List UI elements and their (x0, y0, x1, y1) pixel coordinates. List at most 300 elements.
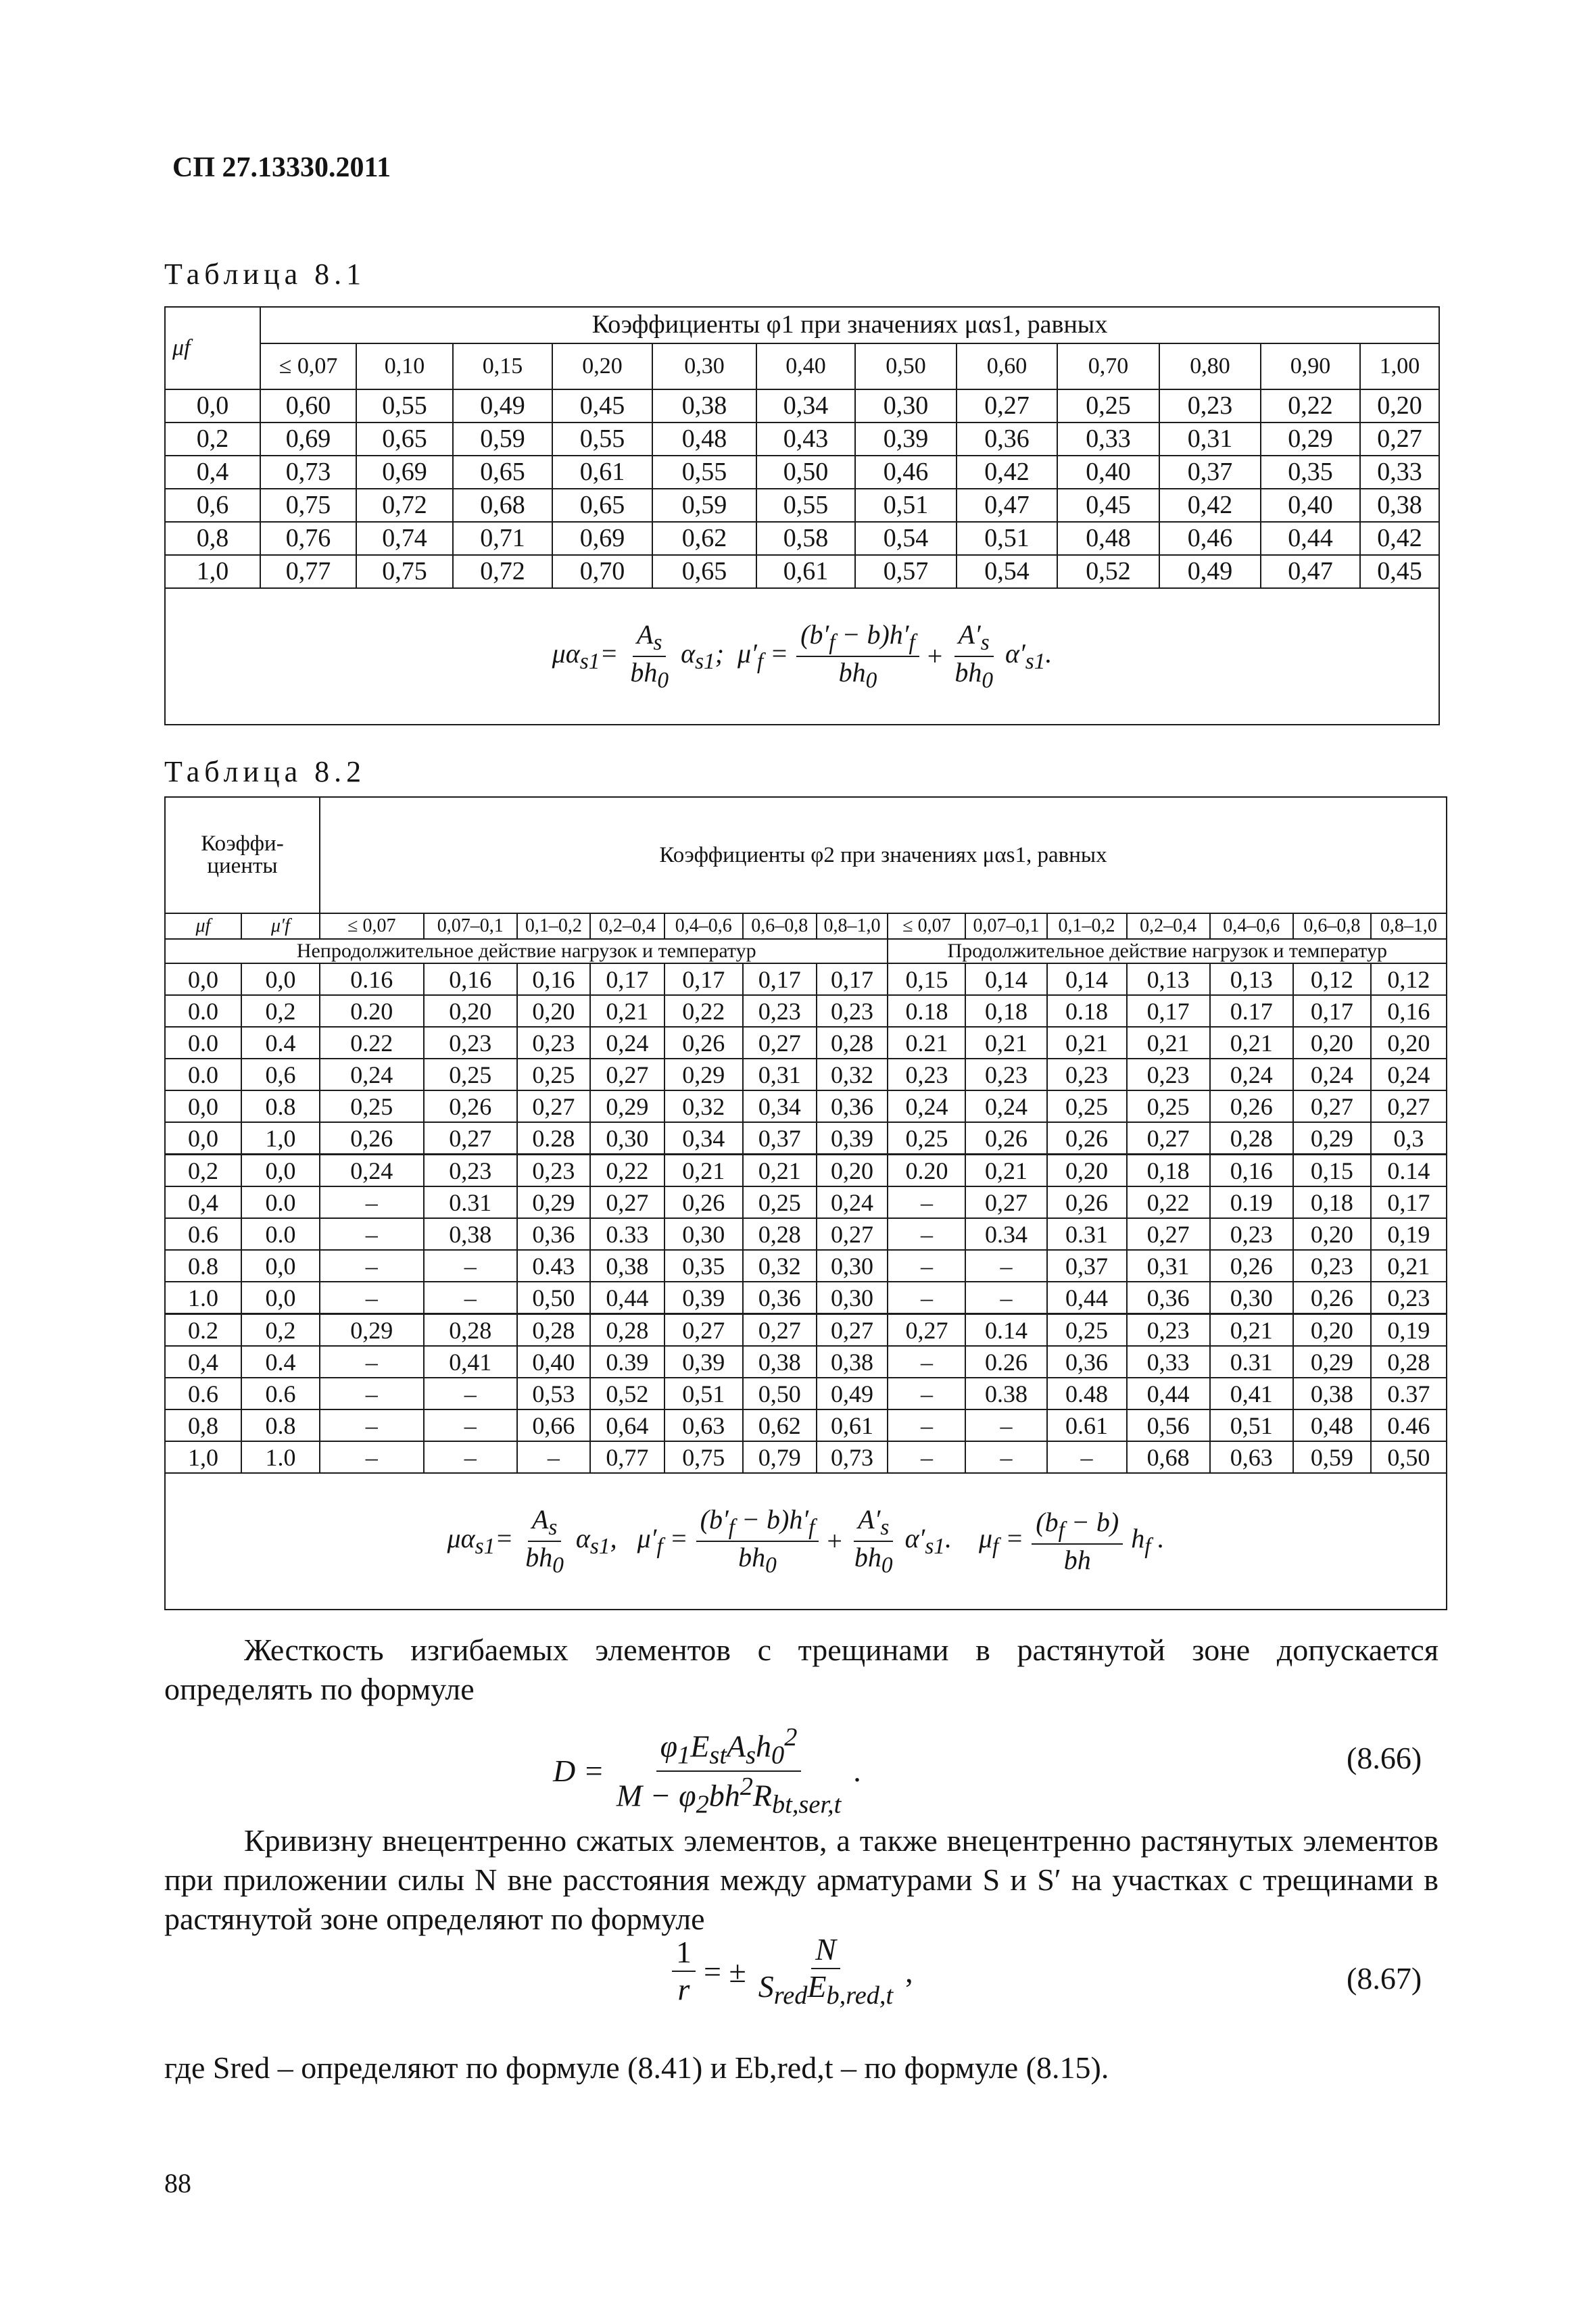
table-cell: 0,49 (453, 389, 552, 423)
table-cell: 0.37 (1371, 1378, 1447, 1409)
row-label-muf: 1,0 (165, 1441, 241, 1473)
table-cell: 0,20 (1293, 1314, 1371, 1347)
table-cell: 0,36 (1047, 1346, 1127, 1378)
table-cell: 0,75 (664, 1441, 743, 1473)
table-cell: 0.39 (590, 1346, 664, 1378)
table-8-2-col-header: 0,8–1,0 (1371, 913, 1447, 939)
table-cell: 0,27 (743, 1314, 817, 1347)
table-cell: 0.33 (590, 1218, 664, 1250)
table-cell: 0,16 (517, 963, 590, 995)
table-cell: 0,45 (552, 389, 652, 423)
table-8-2-col-header: 0,2–0,4 (1127, 913, 1210, 939)
table-cell: 0,25 (320, 1090, 424, 1122)
table-cell: 0,16 (424, 963, 517, 995)
table-cell: 0,37 (1047, 1250, 1127, 1282)
table-cell: 0,32 (817, 1059, 888, 1090)
table-cell: 0,24 (320, 1059, 424, 1090)
table-row (165, 423, 1439, 456)
table-cell: 0,43 (756, 423, 855, 456)
table-cell: 0,33 (1360, 456, 1439, 489)
table-cell: 0,23 (888, 1059, 965, 1090)
table-cell: 0,27 (517, 1090, 590, 1122)
table-cell: 0,20 (1371, 1027, 1447, 1059)
table-cell: 0,21 (1210, 1027, 1293, 1059)
table-cell: 0,38 (1360, 489, 1439, 522)
row-label-muf-prime: 0,0 (241, 963, 320, 995)
table-row (165, 1314, 1447, 1347)
table-8-2-group-title: Коэффициенты φ2 при значениях μαs1, равных (320, 797, 1447, 913)
table-8-1-col-header: 0,30 (652, 343, 756, 389)
table-8-1-group-title: Коэффициенты φ1 при значениях μαs1, равных (260, 307, 1439, 343)
table-cell: 0,79 (743, 1441, 817, 1473)
row-label-muf: 0,8 (165, 1409, 241, 1441)
table-cell: 0,46 (1159, 522, 1261, 555)
table-cell: 0,22 (664, 995, 743, 1027)
table-cell: 0,65 (453, 456, 552, 489)
table-8-1-col-header: ≤ 0,07 (260, 343, 356, 389)
table-cell: 0,49 (1159, 555, 1261, 588)
table-cell: 0,57 (855, 555, 957, 588)
row-label-muf-prime: 0,6 (241, 1059, 320, 1090)
table-cell: 0,51 (957, 522, 1057, 555)
table-cell: 0,60 (260, 389, 356, 423)
table-8-1-col-header: 0,70 (1057, 343, 1159, 389)
table-cell: 0.26 (965, 1346, 1046, 1378)
table-cell: 0,20 (1293, 1027, 1371, 1059)
table-8-1-col-header: 0,90 (1261, 343, 1360, 389)
table-cell: 0,46 (855, 456, 957, 489)
table-cell: – (424, 1441, 517, 1473)
table-cell: 0,34 (743, 1090, 817, 1122)
table-cell: 0,29 (1261, 423, 1360, 456)
table-cell: 0,15 (888, 963, 965, 995)
table-cell: 0,20 (817, 1155, 888, 1187)
table-cell: 0,66 (517, 1409, 590, 1441)
table-cell: – (888, 1441, 965, 1473)
row-label-muf: 0.6 (165, 1218, 241, 1250)
table-cell: 0,29 (1293, 1122, 1371, 1155)
table-cell: 0,21 (1127, 1027, 1210, 1059)
table-cell: 0,30 (664, 1218, 743, 1250)
table-cell: 0.28 (517, 1122, 590, 1155)
table-cell: 0,38 (743, 1346, 817, 1378)
table-row (165, 995, 1447, 1027)
table-cell: 0,12 (1293, 963, 1371, 995)
table-cell: 0,17 (743, 963, 817, 995)
table-cell: 0,27 (424, 1122, 517, 1155)
table-cell: 0,38 (652, 389, 756, 423)
table-cell: 0,51 (1210, 1409, 1293, 1441)
table-cell: 0,27 (1127, 1122, 1210, 1155)
row-label-muf-prime: 0.0 (241, 1186, 320, 1218)
row-label-muf: 0,4 (165, 1346, 241, 1378)
table-cell: – (320, 1282, 424, 1314)
row-label: 0,8 (165, 522, 260, 555)
row-label-muf: 0,0 (165, 1090, 241, 1122)
table-row (165, 1409, 1447, 1441)
table-cell: 0,17 (1127, 995, 1210, 1027)
table-cell: 0,68 (453, 489, 552, 522)
table-8-1-col-header: 0,60 (957, 343, 1057, 389)
table-cell: – (965, 1409, 1046, 1441)
table-cell: 0,20 (424, 995, 517, 1027)
table-cell: 0,20 (1360, 389, 1439, 423)
table-8-2-col-header: 0,8–1,0 (817, 913, 888, 939)
page-number: 88 (164, 2168, 191, 2198)
table-cell: 0.38 (965, 1378, 1046, 1409)
table-cell: 0,18 (1127, 1155, 1210, 1187)
table-cell: 0,26 (1047, 1122, 1127, 1155)
table-cell: 0,55 (356, 389, 453, 423)
table-cell: – (888, 1250, 965, 1282)
table-cell: 0,25 (1127, 1090, 1210, 1122)
table-cell: 0,48 (1057, 522, 1159, 555)
table-cell: – (320, 1441, 424, 1473)
table-cell: 0,23 (517, 1155, 590, 1187)
table-cell: 0,24 (320, 1155, 424, 1187)
table-cell: – (965, 1282, 1046, 1314)
table-cell: 0.61 (1047, 1409, 1127, 1441)
table-cell: 0,63 (664, 1409, 743, 1441)
table-cell: 0,27 (957, 389, 1057, 423)
table-8-2-formula (165, 1473, 1447, 1610)
table-cell: 0,14 (965, 963, 1046, 995)
table-cell: 0,12 (1371, 963, 1447, 995)
table-cell: 0.31 (1210, 1346, 1293, 1378)
table-cell: 0,13 (1127, 963, 1210, 995)
table-cell: 0,58 (756, 522, 855, 555)
table-8-2-col-header: 0,4–0,6 (1210, 913, 1293, 939)
table-cell: 0,24 (888, 1090, 965, 1122)
table-cell: 0,39 (664, 1346, 743, 1378)
table-cell: – (1047, 1441, 1127, 1473)
table-cell: 0,37 (743, 1122, 817, 1155)
table-cell: 0,17 (664, 963, 743, 995)
table-cell: 0,55 (756, 489, 855, 522)
row-label-muf-prime: 0,0 (241, 1250, 320, 1282)
table-cell: 0.20 (320, 995, 424, 1027)
table-cell: – (424, 1250, 517, 1282)
table-cell: 0,54 (957, 555, 1057, 588)
table-cell: 0,36 (743, 1282, 817, 1314)
table-cell: 0,65 (652, 555, 756, 588)
table-cell: 0,21 (1210, 1314, 1293, 1347)
table-cell: 0,50 (743, 1378, 817, 1409)
table-cell: 0,24 (965, 1090, 1046, 1122)
row-label: 0,6 (165, 489, 260, 522)
table-cell: 0,29 (590, 1090, 664, 1122)
table-8-2-group-short: Непродолжительное действие нагрузок и температур (165, 939, 888, 963)
table-cell: 0,62 (652, 522, 756, 555)
table-row (165, 522, 1439, 555)
table-cell: 0,27 (1293, 1090, 1371, 1122)
table-cell: 0,65 (356, 423, 453, 456)
table-8-2-muf-prime-header: μ′f (241, 913, 320, 939)
table-row (165, 1441, 1447, 1473)
table-cell: 0,30 (1210, 1282, 1293, 1314)
row-label-muf: 0.0 (165, 995, 241, 1027)
table-cell: 0,69 (552, 522, 652, 555)
table-cell: 0,24 (590, 1027, 664, 1059)
table-8-2-col-header: 0,1–0,2 (1047, 913, 1127, 939)
table-cell: 0,59 (1293, 1441, 1371, 1473)
paragraph-curvature: Кривизну внецентренно сжатых элементов, а также внецентренно растянутых элементов при приложении силы N вне расстояния между арматурами S и S′ на участках с трещинами в растянутой зоне определяют по формуле (164, 1823, 1438, 1936)
table-cell: 0,39 (855, 423, 957, 456)
table-cell: 0,17 (590, 963, 664, 995)
table-cell: 0,41 (1210, 1378, 1293, 1409)
table-cell: 0,36 (957, 423, 1057, 456)
table-cell: 0,38 (590, 1250, 664, 1282)
table-cell: 0,36 (817, 1090, 888, 1122)
table-cell: 0,61 (817, 1409, 888, 1441)
table-cell: 0,26 (1293, 1282, 1371, 1314)
table-cell: 0.17 (1210, 995, 1293, 1027)
table-cell: 0,21 (965, 1027, 1046, 1059)
table-cell: 0.18 (888, 995, 965, 1027)
table-cell: 0,24 (1293, 1059, 1371, 1090)
row-label-muf-prime: 0,2 (241, 995, 320, 1027)
table-8-2-formula-expression: $\mu\alpha_{s1}=$ $\frac{A_s}{bh_0}$ $\alpha_{s1}$, $\mu'_f$ = $\frac{(b'_f - b)h'_f}{bh_0}$ + $\frac{A'_s}{bh_0}$ $\alpha'_{s1}$. $\mu_f$ = $\frac{(b_f - b)}{bh}$ $h_f$ . (447, 1503, 1165, 1578)
row-label-muf: 0,2 (165, 1155, 241, 1187)
table-cell: 0,13 (1210, 963, 1293, 995)
table-cell: 0,3 (1371, 1122, 1447, 1155)
table-cell: 0,29 (320, 1314, 424, 1347)
table-cell: 0,28 (517, 1314, 590, 1347)
table-8-2-muf-header: μf (165, 913, 241, 939)
table-cell: 0,36 (517, 1218, 590, 1250)
table-cell: 0,75 (356, 555, 453, 588)
table-row (165, 1186, 1447, 1218)
table-8-2 (164, 796, 1447, 1610)
table-cell: 0,25 (743, 1186, 817, 1218)
table-cell: 0,24 (817, 1186, 888, 1218)
table-cell: 0,20 (1047, 1155, 1127, 1187)
table-cell: – (424, 1409, 517, 1441)
table-cell: 0,45 (1360, 555, 1439, 588)
table-cell: 0,39 (817, 1122, 888, 1155)
row-label: 1,0 (165, 555, 260, 588)
table-cell: 0,23 (743, 995, 817, 1027)
table-cell: 0,64 (590, 1409, 664, 1441)
table-cell: 0,23 (1293, 1250, 1371, 1282)
table-cell: 0,26 (664, 1027, 743, 1059)
paragraph-stiffness: Жесткость изгибаемых элементов с трещинами в растянутой зоне допускается определять по формуле (164, 1633, 1438, 1706)
table-cell: 0,47 (957, 489, 1057, 522)
table-8-1-col-header: 0,20 (552, 343, 652, 389)
table-cell: 0,17 (1371, 1186, 1447, 1218)
table-cell: 0,32 (664, 1090, 743, 1122)
table-cell: 0,34 (756, 389, 855, 423)
row-label-muf-prime: 0.8 (241, 1090, 320, 1122)
table-cell: 0,38 (1293, 1378, 1371, 1409)
table-cell: 0,23 (1127, 1314, 1210, 1347)
table-cell: 0,40 (1057, 456, 1159, 489)
row-label-muf: 0,0 (165, 1122, 241, 1155)
table-cell: – (320, 1250, 424, 1282)
table-8-1-col-header: 0,15 (453, 343, 552, 389)
table-cell: 0.14 (965, 1314, 1046, 1347)
table-cell: 0,77 (590, 1441, 664, 1473)
table-cell: 0,21 (664, 1155, 743, 1187)
row-label-muf-prime: 1,0 (241, 1122, 320, 1155)
table-row (165, 1122, 1447, 1155)
row-label-muf: 0.2 (165, 1314, 241, 1347)
table-cell: 0,41 (424, 1346, 517, 1378)
table-cell: 0,23 (1127, 1059, 1210, 1090)
table-8-2-col-header: 0,07–0,1 (424, 913, 517, 939)
table-cell: 0,21 (590, 995, 664, 1027)
table-8-2-caption: Таблица 8.2 (164, 755, 366, 788)
table-cell: 0,26 (1210, 1250, 1293, 1282)
table-cell: 0,74 (356, 522, 453, 555)
table-cell: – (888, 1409, 965, 1441)
table-cell: 0,25 (1057, 389, 1159, 423)
table-cell: 0,23 (424, 1027, 517, 1059)
row-label: 0,2 (165, 423, 260, 456)
table-cell: 0,52 (590, 1378, 664, 1409)
table-cell: 0,31 (743, 1059, 817, 1090)
table-cell: – (888, 1282, 965, 1314)
table-row (165, 389, 1439, 423)
equation-8-66: D = $\frac{\varphi_1E_{st}A_sh_0^2}{M - \varphi_2bh^2R_{bt,ser,t}}$ . (553, 1723, 861, 1819)
table-cell: 0,32 (743, 1250, 817, 1282)
table-cell: 0,62 (743, 1409, 817, 1441)
table-row (165, 489, 1439, 522)
table-cell: 0,44 (590, 1282, 664, 1314)
table-cell: 0,27 (664, 1314, 743, 1347)
row-label-muf-prime: 0.8 (241, 1409, 320, 1441)
table-cell: 0,42 (957, 456, 1057, 489)
table-cell: 0,50 (517, 1282, 590, 1314)
table-cell: 0,54 (855, 522, 957, 555)
table-cell: 0,44 (1261, 522, 1360, 555)
table-8-2-col-header: 0,2–0,4 (590, 913, 664, 939)
table-cell: – (888, 1186, 965, 1218)
table-row (165, 1090, 1447, 1122)
table-cell: – (320, 1218, 424, 1250)
table-cell: 0,25 (1047, 1314, 1127, 1347)
table-cell: 0,38 (817, 1346, 888, 1378)
table-cell: 0,28 (590, 1314, 664, 1347)
table-cell: 0,73 (817, 1441, 888, 1473)
table-row (165, 1282, 1447, 1314)
table-cell: 0,17 (1293, 995, 1371, 1027)
table-cell: 0,27 (817, 1314, 888, 1347)
table-cell: 0,31 (1159, 423, 1261, 456)
table-cell: 0,45 (1057, 489, 1159, 522)
table-cell: 0,27 (743, 1027, 817, 1059)
table-cell: 0,65 (552, 489, 652, 522)
table-8-1-col-header: 0,80 (1159, 343, 1261, 389)
table-row (165, 555, 1439, 588)
row-label-muf: 0.0 (165, 1027, 241, 1059)
table-cell: 0,55 (552, 423, 652, 456)
table-8-2-col-header: 0,07–0,1 (965, 913, 1046, 939)
table-cell: 0,16 (1371, 995, 1447, 1027)
table-cell: 0,28 (1210, 1122, 1293, 1155)
table-cell: 0,19 (1371, 1218, 1447, 1250)
table-cell: 0,23 (1047, 1059, 1127, 1090)
table-cell: 0,29 (664, 1059, 743, 1090)
row-label-muf: 0.6 (165, 1378, 241, 1409)
table-cell: 0,27 (1360, 423, 1439, 456)
table-cell: 0,40 (517, 1346, 590, 1378)
row-label-muf: 0.0 (165, 1059, 241, 1090)
table-cell: 0,30 (817, 1250, 888, 1282)
table-cell: 0,22 (1127, 1186, 1210, 1218)
table-cell: 0,47 (1261, 555, 1360, 588)
table-cell: 0,40 (1261, 489, 1360, 522)
row-label: 0,0 (165, 389, 260, 423)
equation-8-66-number: (8.66) (1347, 1741, 1422, 1775)
row-label-muf-prime: 1.0 (241, 1441, 320, 1473)
table-8-1-muf-header: μf (165, 307, 260, 389)
table-cell: 0,21 (1047, 1027, 1127, 1059)
table-row (165, 1218, 1447, 1250)
table-cell: 0,42 (1360, 522, 1439, 555)
table-cell: 0,51 (855, 489, 957, 522)
table-cell: 0,16 (1210, 1155, 1293, 1187)
table-cell: 0,42 (1159, 489, 1261, 522)
table-cell: 0,26 (320, 1122, 424, 1155)
table-cell: 0.18 (1047, 995, 1127, 1027)
row-label-muf-prime: 0,0 (241, 1282, 320, 1314)
table-8-1-caption: Таблица 8.1 (164, 258, 366, 291)
table-row (165, 1250, 1447, 1282)
table-cell: 0,50 (1371, 1441, 1447, 1473)
table-cell: 0,52 (1057, 555, 1159, 588)
row-label-muf-prime: 0,2 (241, 1314, 320, 1347)
table-cell: – (424, 1378, 517, 1409)
table-cell: 0,23 (1210, 1218, 1293, 1250)
row-label-muf-prime: 0,0 (241, 1155, 320, 1187)
table-cell: 0,61 (756, 555, 855, 588)
equation-8-67: $\frac{1}{r}$ = ± $\frac{N}{S_{red}E_{b,red,t}}$ , (669, 1932, 913, 2010)
table-cell: 0,27 (965, 1186, 1046, 1218)
table-cell: 0,27 (1371, 1090, 1447, 1122)
table-8-1-col-header: 0,50 (855, 343, 957, 389)
table-cell: 0,27 (817, 1218, 888, 1250)
table-8-2-col-header: ≤ 0,07 (888, 913, 965, 939)
table-cell: 0.48 (1047, 1378, 1127, 1409)
table-cell: 0,30 (855, 389, 957, 423)
table-8-2-col-header: 0,6–0,8 (1293, 913, 1371, 939)
table-cell: 0,33 (1057, 423, 1159, 456)
table-cell: 0,20 (517, 995, 590, 1027)
row-label-muf-prime: 0.0 (241, 1218, 320, 1250)
paragraph-where: где Sred – определяют по формуле (8.41) и Eb,red,t – по формуле (8.15). (164, 2050, 1109, 2085)
row-label-muf: 0.8 (165, 1250, 241, 1282)
table-cell: – (320, 1409, 424, 1441)
table-cell: 0,35 (664, 1250, 743, 1282)
table-cell: 0,22 (590, 1155, 664, 1187)
table-cell: 0,44 (1047, 1282, 1127, 1314)
table-cell: 0,15 (1293, 1155, 1371, 1187)
table-row (165, 1155, 1447, 1187)
table-cell: 0,63 (1210, 1441, 1293, 1473)
table-row (165, 963, 1447, 995)
table-cell: 0,75 (260, 489, 356, 522)
table-cell: 0,23 (965, 1059, 1046, 1090)
table-cell: 0,73 (260, 456, 356, 489)
table-cell: 0,69 (260, 423, 356, 456)
table-cell: 0,18 (965, 995, 1046, 1027)
table-cell: 0,30 (590, 1122, 664, 1155)
table-cell: 0,25 (1047, 1090, 1127, 1122)
table-cell: 0,70 (552, 555, 652, 588)
table-cell: – (888, 1378, 965, 1409)
table-cell: 0,68 (1127, 1441, 1210, 1473)
